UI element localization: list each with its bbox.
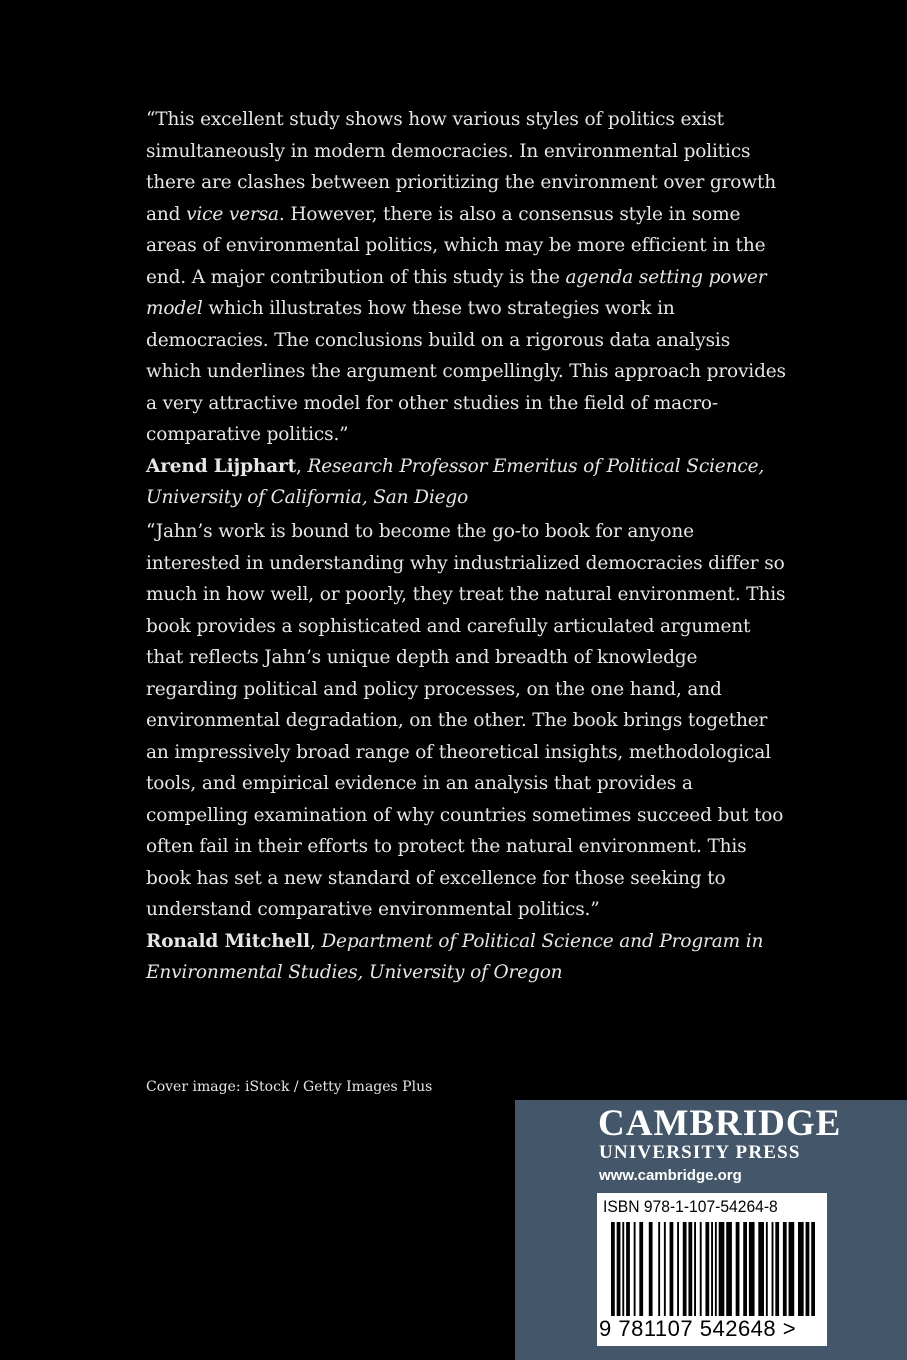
barcode-bar — [711, 1222, 713, 1316]
barcode-bar — [634, 1222, 636, 1316]
barcode-bar — [664, 1222, 666, 1316]
endorser-affiliation: Research Professor Emeritus of Political Science, University of California, San Diego — [146, 455, 765, 508]
barcode-bar — [775, 1222, 779, 1316]
isbn-barcode — [597, 1193, 827, 1346]
barcode-bar — [677, 1222, 679, 1316]
barcode-bar — [726, 1222, 732, 1316]
endorsement-2-attribution: Ronald Mitchell, Department of Political Science and Program in Environmental Studies, University of Oregon — [146, 930, 764, 983]
barcode-bar — [772, 1222, 774, 1316]
endorsement-2 — [146, 516, 786, 989]
endorser-name: Arend Lijphart — [146, 455, 296, 477]
barcode-bar — [783, 1222, 787, 1316]
barcode-bar — [719, 1222, 725, 1316]
barcode-bar — [811, 1222, 815, 1316]
isbn-label: ISBN 978-1-107-54264-8 — [603, 1197, 778, 1216]
barcode-bar — [749, 1222, 755, 1316]
barcode-bar — [798, 1222, 804, 1316]
endorsement-1-quote: “This excellent study shows how various styles of politics exist simultaneously in modern democracies. In environmental politics there are clashes between prioritizing the environment over growth and vice versa. However, there is also a consensus style in some areas of environmental politics, which may be more efficient in the end. A major contribution of this study is the agenda setting power model which illustrates how these two strategies work in democracies. The conclusions build on a rigorous data analysis which underlines the argument compellingly. This approach provides a very attractive model for other studies in the field of macro-comparative politics.” — [146, 109, 786, 445]
barcode-bar — [806, 1222, 810, 1316]
barcode-bar — [670, 1222, 674, 1316]
endorser-name: Ronald Mitchell — [146, 930, 310, 952]
endorsement-1-attribution: Arend Lijphart, Research Professor Emeritus of Political Science, University of California, San Diego — [146, 455, 765, 508]
barcode-bar — [611, 1222, 615, 1316]
barcode-bar — [639, 1222, 643, 1316]
endorser-affiliation: Department of Political Science and Program in Environmental Studies, University of Oregon — [146, 930, 764, 983]
barcode-digits: 9 781107 542648 > — [599, 1316, 797, 1341]
publisher-press: UNIVERSITY PRESS — [599, 1142, 801, 1163]
barcode-bar — [715, 1222, 717, 1316]
barcode-bar — [683, 1222, 687, 1316]
endorsement-1 — [146, 104, 786, 514]
barcode-bar — [705, 1222, 709, 1316]
barcode-bar — [649, 1222, 653, 1316]
publisher-url[interactable]: www.cambridge.org — [599, 1167, 742, 1184]
barcode-bar — [626, 1222, 630, 1316]
barcode-bar — [694, 1222, 696, 1316]
barcode-bars — [611, 1222, 815, 1316]
barcode-bar — [700, 1222, 702, 1316]
publisher-panel — [515, 1100, 907, 1360]
barcode-bar — [743, 1222, 747, 1316]
barcode-bar — [789, 1222, 795, 1316]
barcode-bar — [622, 1222, 624, 1316]
barcode-bar — [617, 1222, 621, 1316]
barcode-bar — [736, 1222, 740, 1316]
barcode-bar — [766, 1222, 768, 1316]
barcode-bar — [758, 1222, 764, 1316]
barcode-bar — [688, 1222, 692, 1316]
publisher-name: CAMBRIDGE — [598, 1103, 842, 1144]
cover-image-credit: Cover image: iStock / Getty Images Plus — [146, 1079, 433, 1095]
barcode-bar — [658, 1222, 660, 1316]
endorsement-2-quote: “Jahn’s work is bound to become the go-to book for anyone interested in understanding why industrialized democracies differ so much in how well, or poorly, they treat the natural environment. This book provides a sophisticated and carefully articulated argument that reflects Jahn’s unique depth and breadth of knowledge regarding political and policy processes, on the one hand, and environmental degradation, on the other. The book brings together an impressively broad range of theoretical insights, methodological tools, and empirical evidence in an analysis that provides a compelling examination of why countries sometimes succeed but too often fail in their efforts to protect the natural environment. This book has set a new standard of excellence for those seeking to understand comparative environmental politics.” — [146, 521, 786, 920]
